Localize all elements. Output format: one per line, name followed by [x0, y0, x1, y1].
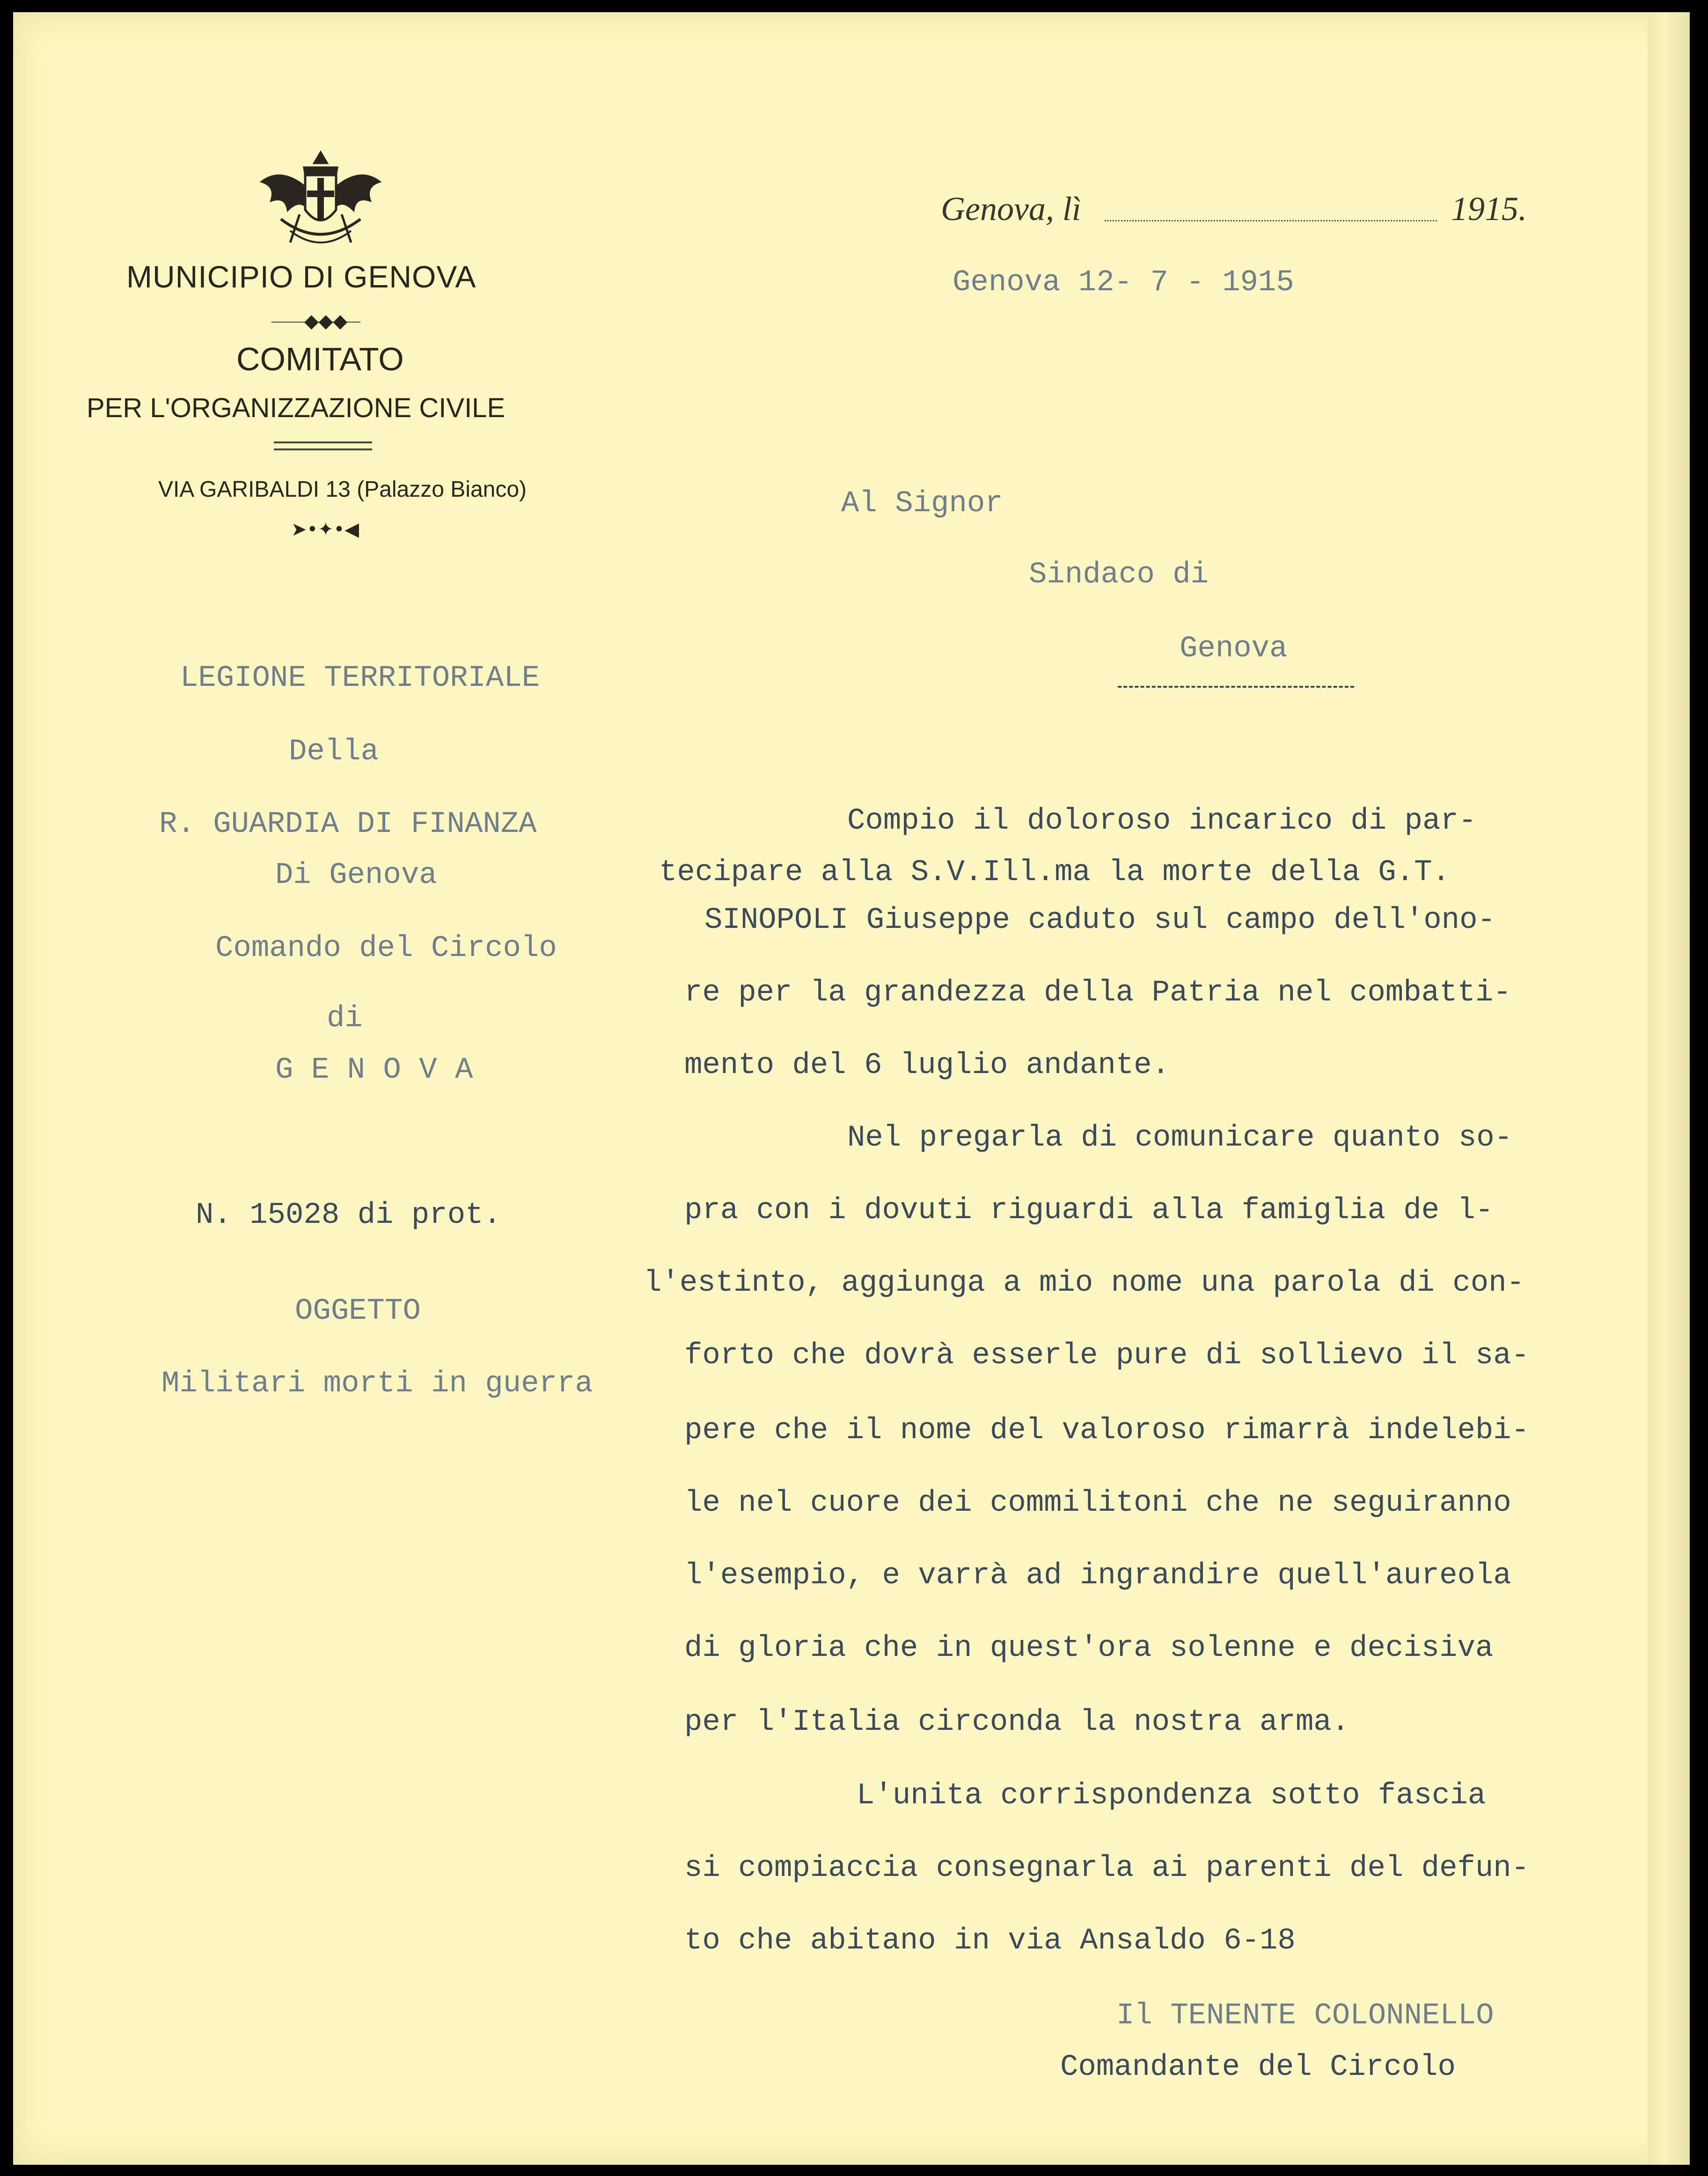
flourish-ornament-icon: ➤•✦•◀ [291, 519, 359, 540]
recipient-line-1: Al Signor [841, 487, 1003, 521]
signature-title: Comandante del Circolo [1060, 2051, 1456, 2084]
sender-line-5: Comando del Circolo [215, 932, 557, 965]
body-line-6: Nel pregarla di comunicare quanto so- [847, 1121, 1513, 1155]
body-line-15: L'unita corrispondenza sotto fascia [857, 1779, 1486, 1813]
date-prefix: Genova, lì [941, 190, 1081, 228]
committee-subtitle: PER L'ORGANIZZAZIONE CIVILE [87, 393, 506, 423]
committee-double-rule-bottom [274, 448, 372, 450]
recipient-line-2: Sindaco di [1029, 558, 1209, 592]
body-line-8: l'estinto, aggiunga a mio nome una parola di con- [644, 1266, 1525, 1300]
body-line-5: mento del 6 luglio andante. [684, 1049, 1170, 1082]
date-year: 1915. [1451, 190, 1527, 228]
committee-title: COMITATO [236, 341, 404, 377]
genoa-crest-icon [253, 149, 389, 257]
body-line-2: tecipare alla S.V.Ill.ma la morte della G.T. [659, 856, 1450, 890]
subject-text: Militari morti in guerra [161, 1367, 593, 1401]
body-line-1: Compio il doloroso incarico di par- [847, 804, 1477, 838]
sender-line-2: Della [289, 735, 379, 769]
body-line-12: l'esempio, e varrà ad ingrandire quell'aureola [684, 1559, 1511, 1593]
recipient-underline [1118, 686, 1354, 688]
body-line-9: forto che dovrà esserle pure di sollievo il sa- [684, 1339, 1530, 1373]
signature-rank: Il TENENTE COLONNELLO [1116, 1999, 1494, 2033]
body-line-17: to che abitano in via Ansaldo 6-18 [684, 1924, 1296, 1958]
sender-line-7: G E N O V A [275, 1053, 473, 1087]
sender-line-1: LEGIONE TERRITORIALE [180, 662, 540, 695]
sender-line-4: Di Genova [275, 859, 437, 892]
body-line-11: le nel cuore dei commilitoni che ne seguiranno [684, 1486, 1511, 1520]
institution-name: MUNICIPIO DI GENOVA [126, 259, 476, 294]
body-line-10: pere che il nome del valoroso rimarrà indelebi- [684, 1414, 1530, 1448]
body-line-14: per l'Italia circonda la nostra arma. [684, 1706, 1350, 1739]
body-line-13: di gloria che in quest'ora solenne e decisiva [684, 1632, 1494, 1665]
body-line-7: pra con i dovuti riguardi alla famiglia de l- [684, 1194, 1494, 1228]
recipient-line-3: Genova [1180, 632, 1288, 666]
date-dotted-line [1105, 220, 1437, 221]
letter-sheet [13, 12, 1690, 2165]
body-line-4: re per la grandezza della Patria nel combatti- [684, 976, 1511, 1010]
diamond-ornament-icon: ◆◆◆ [304, 310, 348, 332]
paper-edge [1648, 12, 1690, 2165]
subject-label: OGGETTO [295, 1294, 421, 1328]
letterhead-address: VIA GARIBALDI 13 (Palazzo Bianco) [158, 477, 527, 502]
sender-line-3: R. GUARDIA DI FINANZA [159, 808, 537, 841]
sender-line-6: di [327, 1002, 363, 1036]
body-line-3: SINOPOLI Giuseppe caduto sul campo dell'ono- [704, 904, 1495, 937]
committee-double-rule-top [274, 441, 372, 443]
body-line-16: si compiaccia consegnarla ai parenti del defun- [684, 1852, 1530, 1885]
protocol-number: N. 15028 di prot. [196, 1198, 501, 1232]
typed-date: Genova 12- 7 - 1915 [953, 266, 1294, 300]
